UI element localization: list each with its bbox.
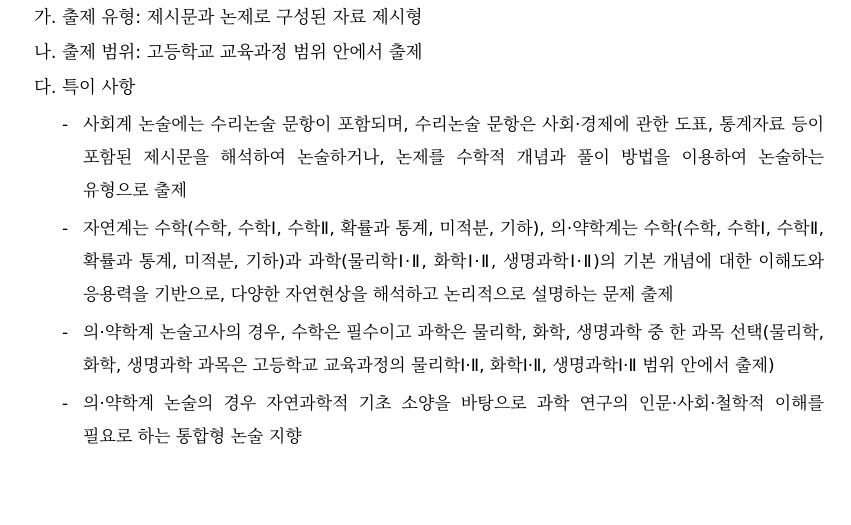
note-text: 의·약학계 논술고사의 경우, 수학은 필수이고 과학은 물리학, 화학, 생명과학 중 한 과목 선택(물리학, 화학, 생명과학 과목은 고등학교 교육과정의 물리학Ⅰ·Ⅱ, 화학Ⅰ·Ⅱ, 생명과학Ⅰ·Ⅱ 범위 안에서 출제) [83,323,824,376]
item-marker: 가. [34,8,57,28]
item-marker: 다. [34,78,57,98]
dash-marker: - [62,219,69,239]
note-text: 자연계는 수학(수학, 수학Ⅰ, 수학Ⅱ, 확률과 통계, 미적분, 기하), 의·약학계는 수학(수학, 수학Ⅰ, 수학Ⅱ, 확률과 통계, 미적분, 기하)과 과학(물리학Ⅰ·Ⅱ, 화학Ⅰ·Ⅱ, 생명과학Ⅰ·Ⅱ)의 기본 개념에 대한 이해도와 응용력을 기반으로, 다양한 자연현상을 해석하고 논리적으로 설명하는 문제 출제 [83,219,824,305]
item-label: 출제 유형: [62,8,142,28]
note-text: 사회계 논술에는 수리논술 문항이 포함되며, 수리논술 문항은 사회·경제에 관한 도표, 통계자료 등이 포함된 제시문을 해석하여 논술하거나, 논제를 수학적 개념과 풀이 방법을 이용하여 논술하는 유형으로 출제 [83,115,824,201]
item-text: 제시문과 논제로 구성된 자료 제시형 [146,8,423,28]
dash-marker: - [62,323,69,343]
item-text: 고등학교 교육과정 범위 안에서 출제 [146,43,423,63]
item-exam-type [34,2,423,35]
item-exam-scope [34,37,423,70]
note-medical-integrated [62,388,824,454]
note-text: 의·약학계 논술의 경우 자연과학적 기초 소양을 바탕으로 과학 연구의 인문·사회·철학적 이해를 필요로 하는 통합형 논술 지향 [83,394,824,447]
note-natural-science [62,213,824,312]
item-marker: 나. [34,43,57,63]
special-notes-list [62,109,824,459]
dash-marker: - [62,394,69,414]
note-medical-exam [62,317,824,383]
item-special-notes [34,72,135,105]
note-social-math [62,109,824,208]
dash-marker: - [62,115,69,135]
item-label: 출제 범위: [62,43,142,63]
item-label: 특이 사항 [62,78,136,98]
